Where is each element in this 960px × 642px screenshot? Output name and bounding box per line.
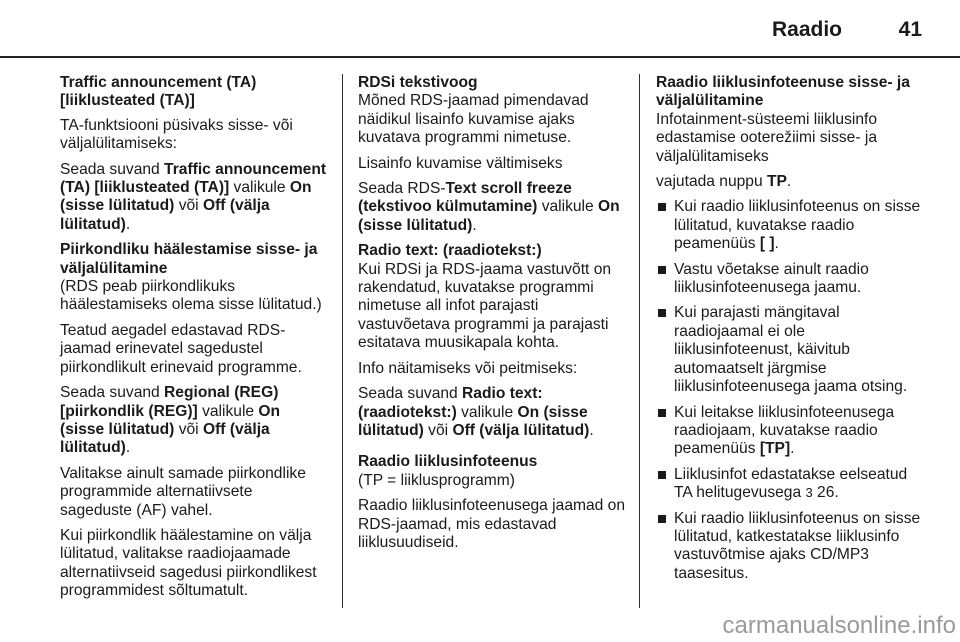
paragraph: (RDS peab piirkondlikuks häälestamiseks olema sisse lülitatud.) (60, 278, 322, 314)
paragraph: Valitakse ainult samade piirkondlike programmide alternatiivsete sageduste (AF) vahel. (60, 464, 306, 519)
section-heading: Radio text: (raadiotekst:) (358, 242, 542, 260)
paragraph: Infotainment-süsteemi liiklusinfo edastamise ooterežiimi sisse- ja väljalülitamiseks (656, 110, 878, 165)
watermark: carmanualsonline.info (722, 612, 956, 639)
paragraph: TA-funktsiooni püsivaks sisse- või väljalülitamiseks: (60, 116, 293, 153)
bullet-square-icon (658, 409, 666, 417)
paragraph: Kui piirkondlik häälestamine on välja lülitatud, valitakse raadiojaamade alternatiivseid sagedusi piirkondlikest programmidest sõltumatult. (60, 526, 317, 600)
paragraph: Mõned RDS-jaamad pimendavad näidikul lisainfo kuvamise ajaks kuvatava programmi nimetuse. (358, 92, 589, 147)
paragraph: Lisainfo kuvamise vältimiseks (358, 154, 563, 172)
list-item: Kui parajasti mängitaval raadiojaamal ei ole liiklusinfoteenust, käivitub automaatselt järgmise liiklusinfoteenusega jaama otsing. (656, 304, 926, 396)
list-item: Vastu võetakse ainult raadio liiklusinfoteenusega jaamu. (656, 261, 926, 298)
bullet-square-icon (658, 309, 666, 317)
paragraph: Raadio liiklusinfoteenusega jaamad on RDS-jaamad, mis edastavad liiklusuudiseid. (358, 497, 626, 551)
paragraph: vajutada nuppu TP. (656, 173, 792, 191)
bullet-square-icon (658, 266, 666, 274)
page-number: 41 (898, 18, 922, 41)
list-item: Liiklusinfot edastatakse eelseatud TA helitugevusega 3 26. (656, 466, 926, 503)
paragraph: Kui RDSi ja RDS-jaama vastuvõtt on rakendatud, kuvatakse programmi nimetuse all infot parajasti vastuvõetava programmi ja parajasti esitatava muusikapala kohta. (358, 260, 612, 352)
column-2 (358, 74, 628, 559)
paragraph: Info näitamiseks või peitmiseks: (358, 359, 578, 377)
paragraph: Seada suvand Traffic announcement (TA) [liiklusteated (TA)] valikule On (sisse lülitatud) või Off (välja lülitatud). (60, 160, 327, 233)
column-1 (60, 74, 328, 608)
column-3 (656, 74, 926, 590)
paragraph: Teatud aegadel edastavad RDS-jaamad erinevatel sagedustel piirkondlikult erinevaid programme. (60, 321, 302, 376)
section-heading: Piirkondliku häälestamise sisse- ja väljalülitamine (60, 241, 318, 277)
column-divider (342, 74, 343, 608)
list-item: Kui leitakse liiklusinfoteenusega raadiojaam, kuvatakse raadio peamenüüs [TP]. (656, 404, 926, 459)
bullet-square-icon (658, 515, 666, 523)
page-reference-icon[interactable]: 3 (805, 485, 813, 501)
section-heading: Raadio liiklusinfoteenuse sisse- ja väljalülitamine (656, 74, 910, 110)
page-title: Raadio (771, 18, 842, 41)
bullet-list (656, 198, 926, 583)
paragraph: (TP = liiklusprogramm) (358, 471, 515, 489)
section-heading: RDSi tekstivoog (358, 74, 478, 91)
header-rule (0, 56, 960, 58)
bullet-square-icon (658, 203, 666, 211)
paragraph: Seada suvand Radio text: (raadiotekst:) valikule On (sisse lülitatud) või Off (välja lülitatud). (358, 385, 594, 439)
column-divider (639, 74, 640, 608)
section-heading: Traffic announcement (TA) [liiklusteated (TA)] (60, 74, 257, 110)
page-header (0, 0, 960, 50)
paragraph: Seada RDS-Text scroll freeze (tekstivoo külmutamine) valikule On (sisse lülitatud). (358, 180, 620, 234)
bullet-square-icon (658, 471, 666, 479)
section-heading: Raadio liiklusinfoteenus (358, 453, 538, 471)
list-item: Kui raadio liiklusinfoteenus on sisse lülitatud, katkestatakse liiklusinfo vastuvõtmise ajaks CD/MP3 taasesitus. (656, 510, 926, 584)
list-item: Kui raadio liiklusinfoteenus on sisse lülitatud, kuvatakse raadio peamenüüs [ ]. (656, 198, 926, 253)
paragraph: Seada suvand Regional (REG) [piirkondlik (REG)] valikule On (sisse lülitatud) või Off (välja lülitatud). (60, 384, 281, 457)
